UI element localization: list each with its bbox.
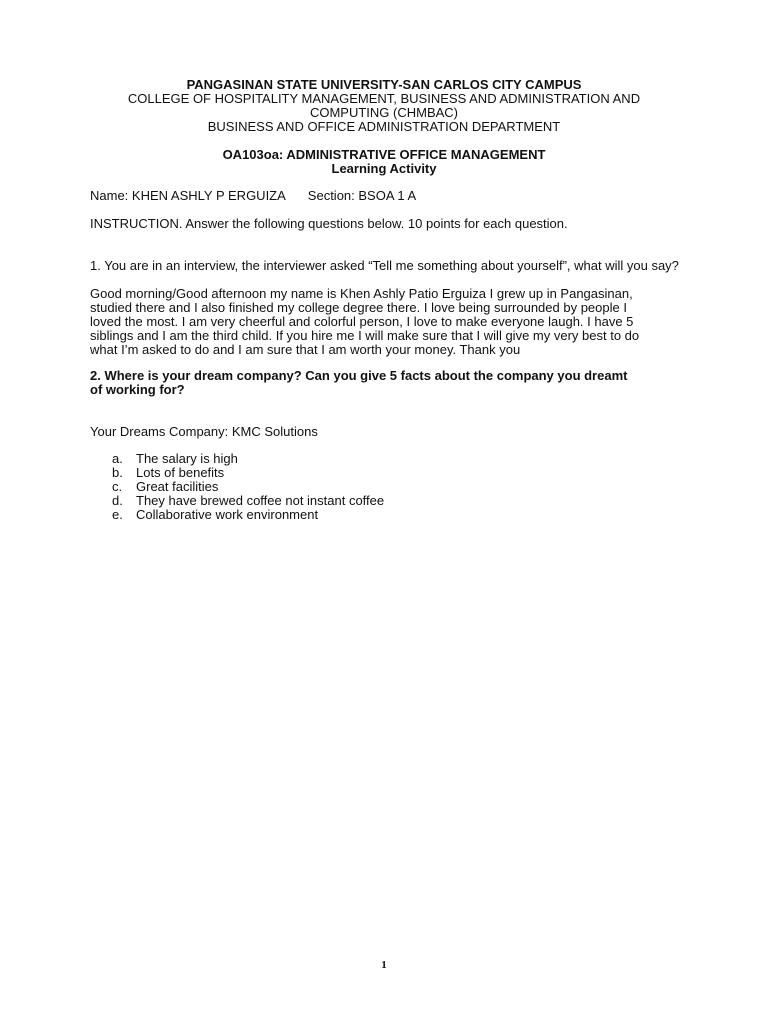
list-marker: a.	[112, 451, 123, 466]
answer-1-line: what I’m asked to do and I am sure that I am worth your money. Thank you	[90, 342, 521, 357]
list-marker: c.	[112, 479, 123, 494]
instruction-text: INSTRUCTION. Answer the following questions below. 10 points for each question.	[90, 216, 568, 231]
company-facts-list	[112, 452, 384, 522]
dream-company: Your Dreams Company: KMC Solutions	[90, 424, 318, 439]
question-1	[90, 259, 690, 273]
list-item	[112, 466, 384, 480]
question-2-line1: 2. Where is your dream company? Can you give 5 facts about the company you dreamt	[90, 368, 628, 383]
list-item	[112, 480, 384, 494]
list-item-text: Lots of benefits	[136, 465, 225, 480]
student-name: Name: KHEN ASHLY P ERGUIZA	[90, 188, 286, 203]
university-name: PANGASINAN STATE UNIVERSITY-SAN CARLOS CITY CAMPUS	[186, 77, 582, 92]
list-item	[112, 452, 384, 466]
answer-1-line: siblings and I am the third child. If you hire me I will make sure that I will give my very best to do	[90, 328, 640, 343]
college-name-line1: COLLEGE OF HOSPITALITY MANAGEMENT, BUSINESS AND ADMINISTRATION AND	[127, 91, 641, 106]
department-name: BUSINESS AND OFFICE ADMINISTRATION DEPARTMENT	[207, 119, 561, 134]
list-item-text: Great facilities	[136, 479, 219, 494]
answer-1-line: Good morning/Good afternoon my name is Khen Ashly Patio Erguiza I grew up in Pangasinan,	[90, 286, 633, 301]
list-item-text: The salary is high	[136, 451, 238, 466]
list-item-text: They have brewed coffee not instant coffee	[136, 493, 385, 508]
student-info	[90, 189, 690, 203]
answer-1-line: studied there and I also finished my college degree there. I love being surrounded by people I	[90, 300, 627, 315]
list-marker: e.	[112, 507, 123, 522]
answer-1-line: loved the most. I am very cheerful and colorful person, I love to make everyone laugh. I have 5	[90, 314, 634, 329]
subject-title: OA103oa: ADMINISTRATIVE OFFICE MANAGEMENT	[222, 147, 546, 162]
list-marker: d.	[112, 493, 123, 508]
page-number: 1	[381, 959, 387, 971]
list-item	[112, 508, 384, 522]
list-item	[112, 494, 384, 508]
document-header	[80, 78, 688, 134]
list-item-text: Collaborative work environment	[136, 507, 319, 522]
college-name-line2: COMPUTING (CHMBAC)	[309, 105, 459, 120]
question-2-line2: of working for?	[90, 382, 185, 397]
activity-title: Learning Activity	[331, 161, 437, 176]
question-2	[90, 369, 690, 397]
subject-block	[80, 148, 688, 176]
student-section: Section: BSOA 1 A	[307, 188, 417, 203]
answer-1	[90, 287, 690, 357]
list-marker: b.	[112, 465, 123, 480]
question-1-text: 1. You are in an interview, the interviewer asked “Tell me something about yourself”, what will you say?	[90, 258, 679, 273]
